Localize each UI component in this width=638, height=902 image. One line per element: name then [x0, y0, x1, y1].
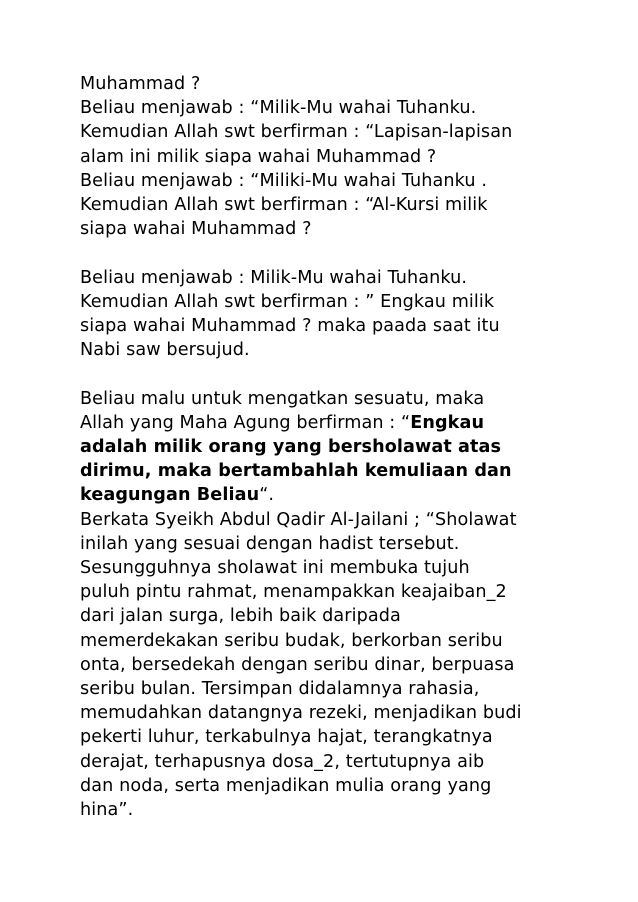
- text-line: Sesungguhnya sholawat ini membuka tujuh: [80, 558, 470, 579]
- text-line: seribu bulan. Tersimpan didalamnya rahasia,: [80, 679, 480, 700]
- text-line: hina”.: [80, 800, 134, 821]
- text-line-bold: adalah milik orang yang bersholawat atas: [80, 437, 502, 458]
- text-line: memerdekakan seribu budak, berkorban seribu: [80, 630, 503, 651]
- text-line: Kemudian Allah swt berfirman : “Al-Kursi milik: [80, 195, 488, 216]
- text-line: Muhammad ?: [80, 74, 201, 94]
- text-line: Beliau menjawab : “Milik-Mu wahai Tuhanku.: [80, 98, 477, 119]
- document-page: [80, 72, 580, 822]
- text-line: dan noda, serta menjadikan mulia orang yang: [80, 775, 492, 796]
- text-line: siapa wahai Muhammad ?: [80, 219, 312, 240]
- text-line: [80, 411, 580, 435]
- paragraph-dialogue-1: [80, 72, 580, 241]
- text-line-bold: dirimu, maka bertambahlah kemuliaan dan: [80, 461, 512, 482]
- text-line: dari jalan surga, lebih baik daripada: [80, 606, 401, 627]
- text-line: memudahkan datangnya rezeki, menjadikan budi: [80, 703, 522, 724]
- text-line: alam ini milik siapa wahai Muhammad ?: [80, 146, 437, 167]
- text-line: Kemudian Allah swt berfirman : “Lapisan-lapisan: [80, 122, 513, 143]
- text-line: onta, bersedekah dengan seribu dinar, berpuasa: [80, 654, 515, 675]
- text-line: Beliau menjawab : Milik-Mu wahai Tuhanku.: [80, 267, 468, 288]
- paragraph-divine-statement: [80, 387, 580, 508]
- text-line: Kemudian Allah swt berfirman : ” Engkau milik: [80, 291, 495, 312]
- text-bold: Engkau: [410, 412, 485, 433]
- paragraph-spacer: [80, 362, 580, 386]
- text-line: [80, 483, 580, 507]
- text-plain: “.: [259, 485, 275, 506]
- text-bold: keagungan Beliau: [80, 485, 260, 506]
- text-line: siapa wahai Muhammad ? maka paada saat itu: [80, 316, 500, 337]
- text-line: pekerti luhur, terkabulnya hajat, terangkatnya: [80, 727, 493, 748]
- paragraph-syeikh-quote: [80, 508, 580, 823]
- text-line: inilah yang sesuai dengan hadist tersebut.: [80, 533, 460, 554]
- text-line: puluh pintu rahmat, menampakkan keajaiban_2: [80, 582, 507, 603]
- text-line: Nabi saw bersujud.: [80, 340, 250, 361]
- paragraph-spacer: [80, 241, 580, 265]
- text-plain: Allah yang Maha Agung berfirman : “: [80, 412, 411, 433]
- text-line: derajat, terhapusnya dosa_2, tertutupnya aib: [80, 751, 485, 772]
- text-line: Beliau malu untuk mengatkan sesuatu, maka: [80, 388, 485, 409]
- text-line: Beliau menjawab : “Miliki-Mu wahai Tuhanku .: [80, 170, 488, 191]
- text-line: Berkata Syeikh Abdul Qadir Al-Jailani ; “Sholawat: [80, 509, 517, 530]
- paragraph-dialogue-2: [80, 266, 580, 363]
